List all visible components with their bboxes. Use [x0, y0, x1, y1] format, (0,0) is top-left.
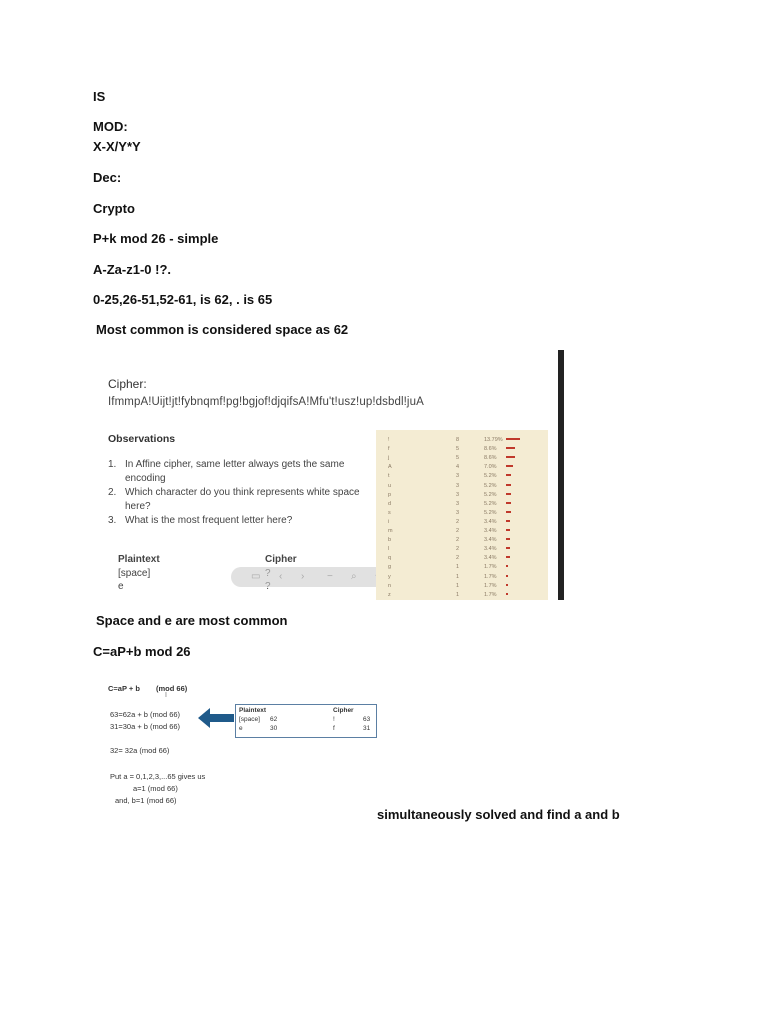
note-simple-cipher: P+k mod 26 - simple — [93, 231, 219, 246]
table-header-cipher: Cipher — [265, 554, 297, 565]
scrollbar[interactable] — [558, 350, 564, 600]
frequency-bar — [506, 538, 510, 540]
note-ranges: 0-25,26-51,52-61, is 62, . is 65 — [93, 292, 273, 307]
arrow-left-icon — [198, 708, 234, 728]
note-dec: Dec: — [93, 170, 122, 185]
b-result: and, b=1 (mod 66) — [115, 796, 177, 805]
mapping-table — [235, 704, 377, 738]
frequency-count: 4 — [456, 464, 460, 471]
frequency-char: z — [388, 591, 391, 598]
frequency-bar — [506, 529, 510, 531]
frequency-count: 2 — [456, 537, 460, 544]
search-icon[interactable]: ⌕ — [351, 571, 357, 582]
affine-solution-screenshot — [108, 680, 378, 810]
frequency-percent: 1.7% — [484, 582, 497, 589]
frequency-char: i — [388, 518, 390, 525]
frequency-count: 1 — [456, 582, 460, 589]
frequency-percent: 3.4% — [484, 537, 497, 544]
cipher-text: IfmmpA!Uijt!jt!fybnqmf!pg!bgjof!djqifsA!Mfu't!usz!up!dsbdl!juA — [108, 396, 424, 408]
frequency-char: A — [388, 464, 392, 471]
frequency-char: t — [388, 473, 390, 480]
frequency-count: 3 — [456, 473, 460, 480]
observation-number: 2. — [108, 487, 117, 498]
equation-1: 63=62a + b (mod 66) — [110, 710, 181, 719]
note-crypto: Crypto — [93, 201, 135, 216]
cipher-title: Cipher: — [108, 377, 147, 391]
frequency-bar — [506, 456, 515, 458]
table-cell-plain: e — [118, 581, 124, 592]
table-cell-plain-value: 30 — [270, 725, 278, 732]
frequency-bar — [506, 565, 508, 567]
solution-header-mod: (mod 66) — [156, 684, 188, 693]
observation-item — [108, 486, 370, 514]
frequency-char: g — [388, 564, 392, 571]
observation-text: Which character do you think represents white space here? — [125, 487, 360, 512]
frequency-count: 1 — [456, 591, 460, 598]
frequency-bar — [506, 502, 511, 504]
frequency-bar — [506, 511, 511, 513]
frequency-count: 2 — [456, 555, 460, 562]
prev-icon[interactable]: ‹ — [279, 571, 283, 582]
frequency-char: b — [388, 537, 392, 544]
frequency-count: 8 — [456, 437, 460, 443]
frequency-percent: 1.7% — [484, 564, 497, 571]
table-header-cipher: Cipher — [333, 707, 354, 714]
note-space-e: Space and e are most common — [96, 613, 288, 628]
viewer-toolbar[interactable] — [231, 567, 396, 587]
frequency-count: 2 — [456, 546, 460, 553]
frequency-count: 5 — [456, 455, 460, 462]
table-cell-plain: [space] — [239, 716, 260, 723]
observation-item — [108, 514, 370, 528]
note-solve: simultaneously solved and find a and b — [377, 807, 620, 822]
observations-list — [108, 458, 370, 528]
frequency-bar — [506, 493, 511, 495]
frequency-char: ! — [388, 437, 390, 443]
frequency-char: u — [388, 482, 392, 489]
table-cell-plain-value: 62 — [270, 716, 278, 723]
frequency-char: p — [388, 491, 392, 498]
frequency-char: j — [388, 455, 390, 462]
table-cell-cipher-value: 31 — [363, 725, 371, 732]
frequency-percent: 13.79% — [484, 437, 503, 443]
frequency-percent: 3.4% — [484, 518, 497, 525]
table-header-plaintext: Plaintext — [118, 554, 160, 565]
frequency-bar — [506, 556, 510, 558]
table-cell-plain: [space] — [118, 568, 151, 579]
note-is: IS — [93, 89, 106, 104]
frequency-percent: 3.4% — [484, 555, 497, 562]
frequency-count: 3 — [456, 482, 460, 489]
a-result: a=1 (mod 66) — [133, 784, 178, 793]
observation-text: What is the most frequent letter here? — [125, 515, 293, 526]
note-charset: A-Za-z1-0 !?. — [93, 262, 171, 277]
frequency-bar — [506, 593, 508, 595]
frequency-bar — [506, 575, 508, 577]
frequency-char: f — [388, 446, 390, 453]
frequency-char: q — [388, 555, 392, 562]
frequency-percent: 8.6% — [484, 455, 497, 462]
frequency-percent: 5.2% — [484, 509, 497, 516]
frequency-percent: 7.0% — [484, 464, 497, 471]
observation-text: In Affine cipher, same letter always gets the same encoding — [125, 459, 345, 484]
frequency-bar — [506, 547, 510, 549]
frequency-bar — [506, 438, 520, 440]
frequency-bar — [506, 465, 513, 467]
frequency-percent: 5.2% — [484, 482, 497, 489]
frequency-count: 3 — [456, 491, 460, 498]
frequency-char: l — [388, 546, 390, 553]
note-affine: C=aP+b mod 26 — [93, 644, 191, 659]
frequency-count: 2 — [456, 518, 460, 525]
frequency-count: 1 — [456, 573, 460, 580]
frequency-percent: 3.4% — [484, 546, 497, 553]
observation-number: 3. — [108, 515, 117, 526]
note-most-common: Most common is considered space as 62 — [96, 322, 349, 337]
frequency-percent: 5.2% — [484, 491, 497, 498]
observation-number: 1. — [108, 459, 117, 470]
frequency-bar — [506, 484, 511, 486]
frequency-char: m — [388, 528, 393, 534]
frequency-percent: 5.2% — [484, 473, 497, 480]
equation-2: 31=30a + b (mod 66) — [110, 722, 181, 731]
frequency-bar — [506, 447, 515, 449]
frequency-percent: 1.7% — [484, 591, 497, 598]
frequency-char: d — [388, 500, 392, 507]
frequency-bar — [506, 520, 510, 522]
frequency-char: s — [388, 509, 391, 516]
table-cell-plain: e — [239, 725, 243, 732]
frequency-count: 3 — [456, 509, 460, 516]
frequency-count: 3 — [456, 500, 460, 507]
zoom-out-icon[interactable]: − — [327, 571, 333, 582]
frequency-count: 1 — [456, 564, 460, 571]
table-cell-cipher-value: 63 — [363, 716, 371, 723]
equation-3: 32= 32a (mod 66) — [110, 746, 170, 755]
frequency-percent: 3.4% — [484, 528, 497, 534]
table-cell-cipher: ! — [333, 716, 335, 723]
observation-item — [108, 458, 370, 486]
frequency-bar — [506, 474, 511, 476]
frequency-count: 2 — [456, 528, 460, 534]
next-icon[interactable]: › — [301, 571, 305, 582]
note-mod-formula: X-X/Y*Y — [93, 139, 141, 154]
page-icon[interactable]: ▭ — [251, 571, 261, 582]
frequency-char: n — [388, 582, 392, 589]
frequency-table — [376, 430, 548, 600]
table-cell-cipher: f — [333, 725, 335, 732]
observations-title: Observations — [108, 433, 176, 445]
note-mod-label: MOD: — [93, 119, 128, 134]
frequency-percent: 1.7% — [484, 573, 497, 580]
put-a-text: Put a = 0,1,2,3,...65 gives us — [110, 772, 206, 781]
solution-header: C=aP + b — [108, 684, 140, 693]
cursor-icon: I — [165, 692, 167, 699]
frequency-char: y — [388, 573, 391, 580]
cipher-slide-screenshot — [96, 350, 564, 600]
frequency-bar — [506, 584, 508, 586]
frequency-count: 5 — [456, 446, 460, 453]
table-header-plaintext: Plaintext — [239, 707, 267, 714]
frequency-percent: 5.2% — [484, 500, 497, 507]
frequency-row — [376, 589, 548, 600]
frequency-percent: 8.6% — [484, 446, 497, 453]
